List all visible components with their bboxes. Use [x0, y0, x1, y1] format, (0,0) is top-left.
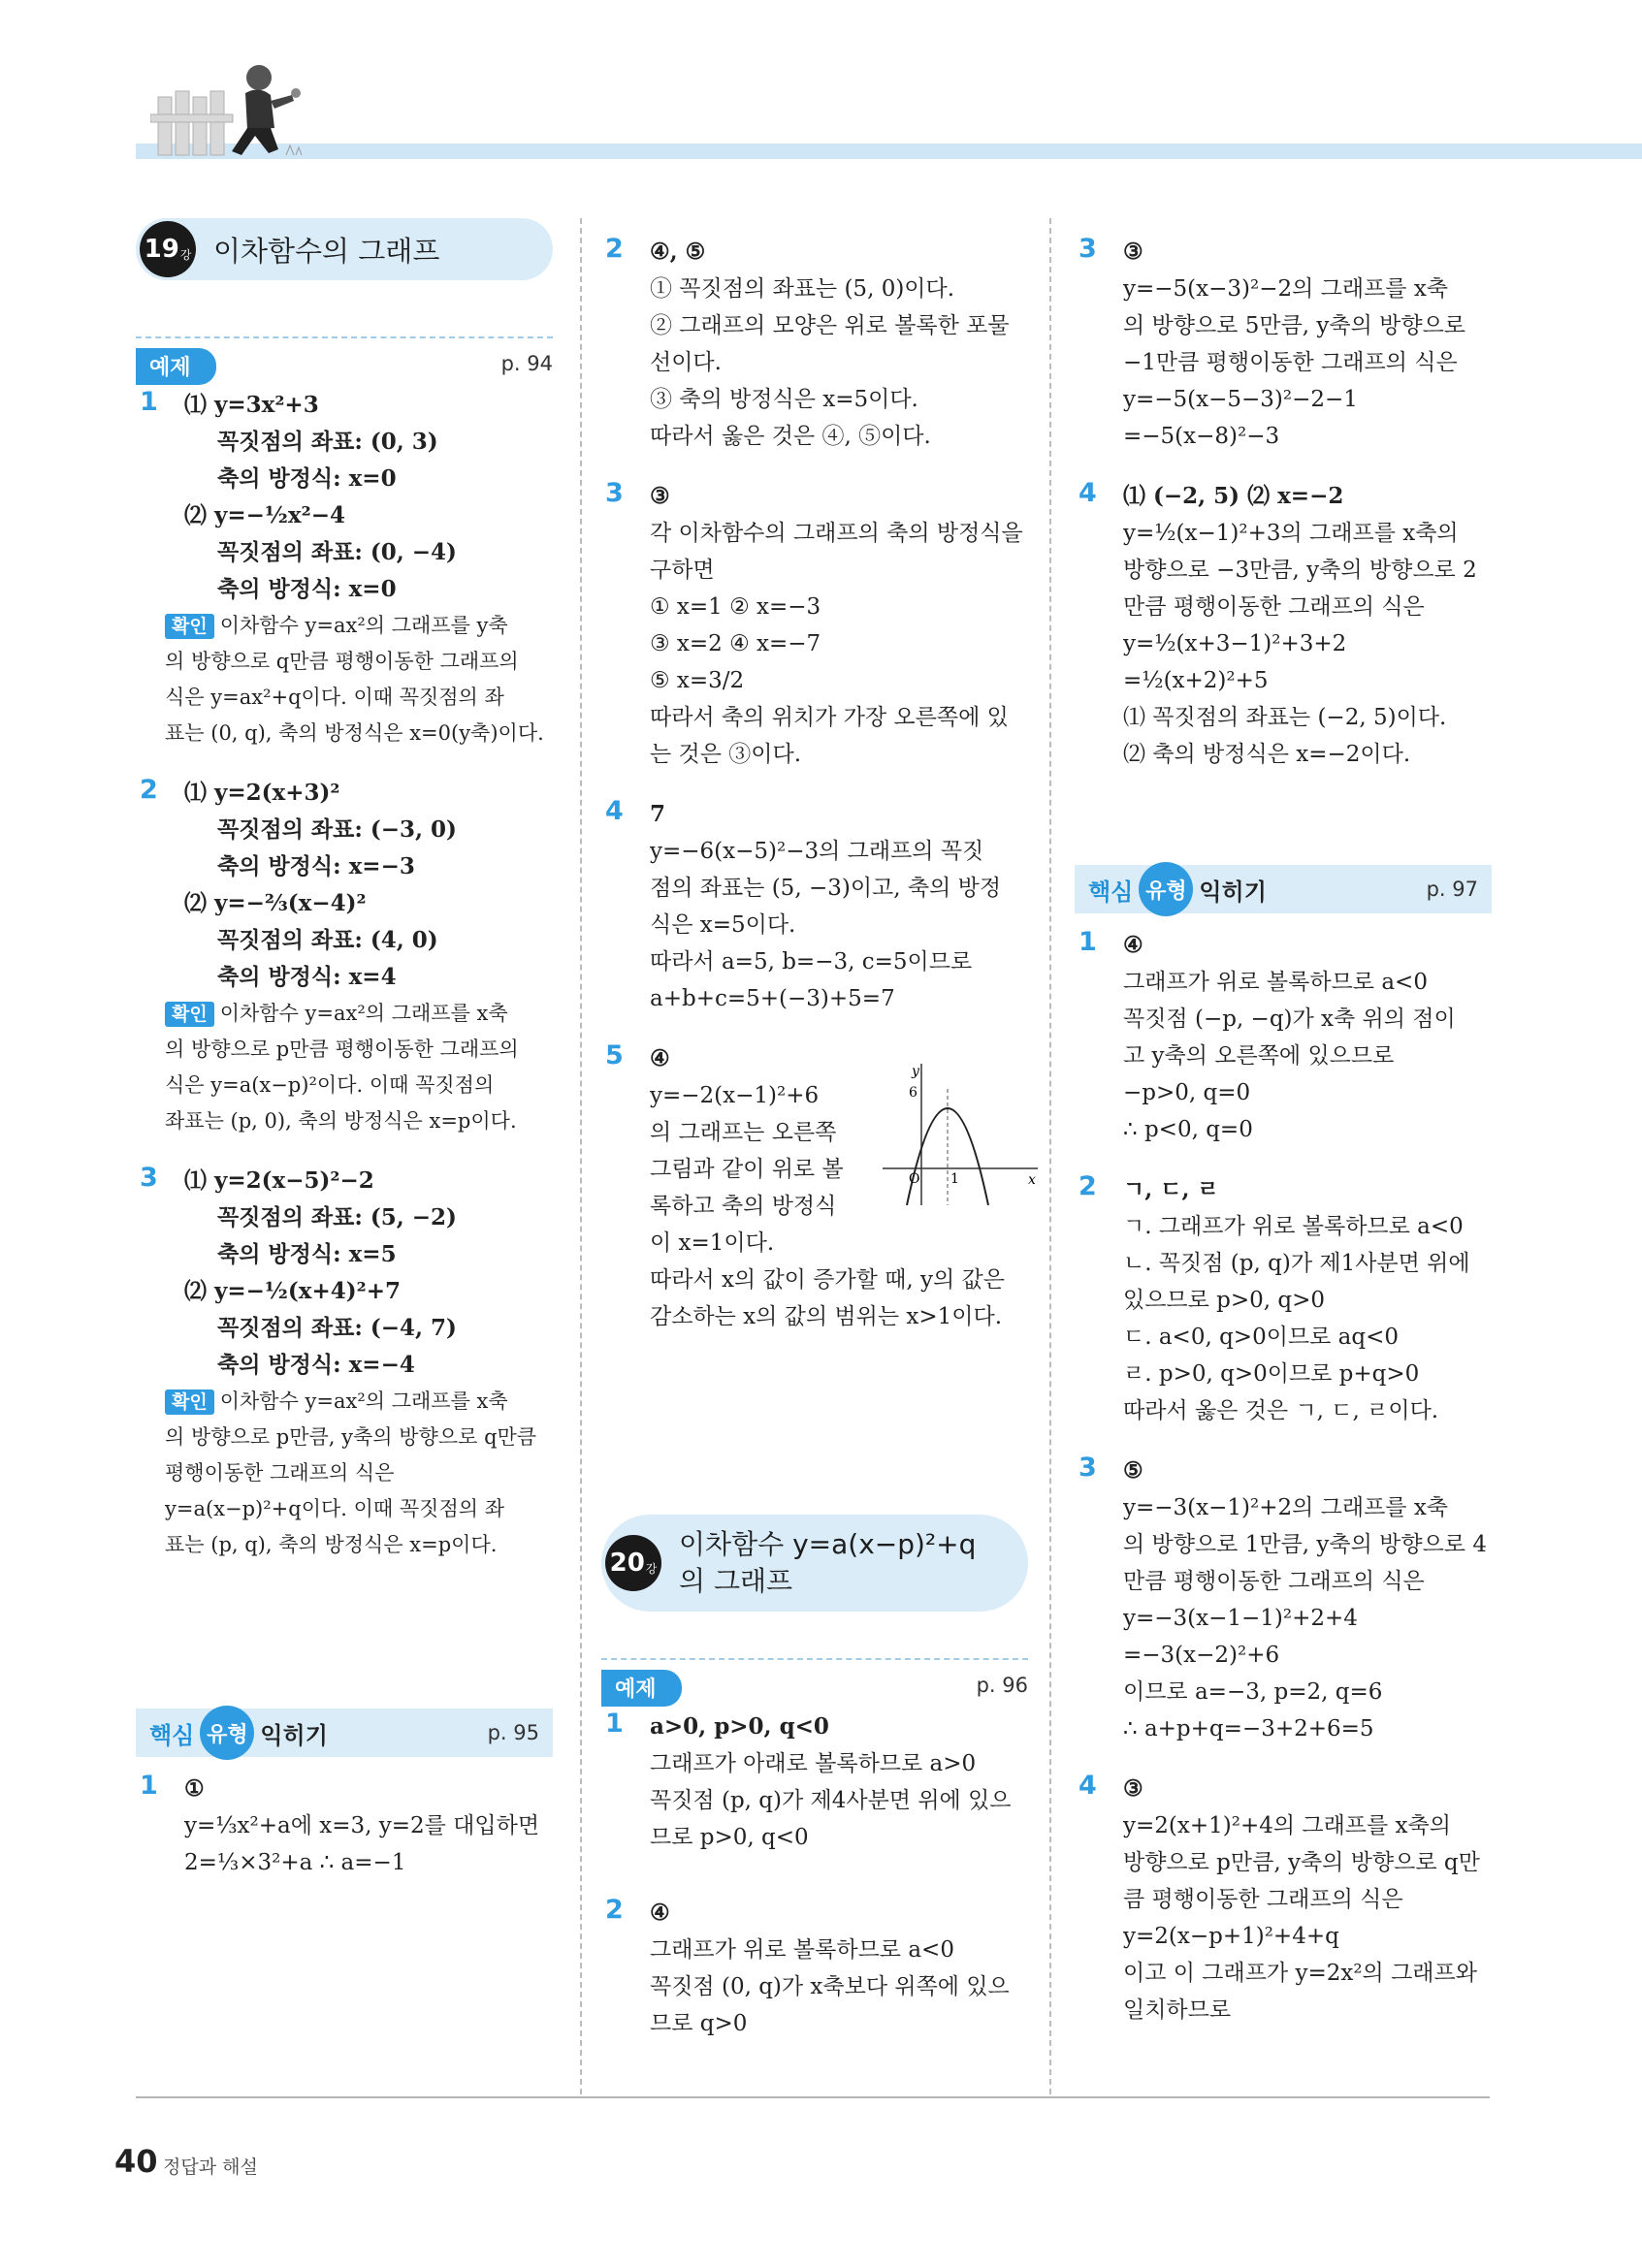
problem-item: [1075, 1171, 1492, 1429]
answer-line: 큼 평행이동한 그래프의 식은: [1123, 1887, 1403, 1912]
answer-line: 만큼 평행이동한 그래프의 식은: [1123, 594, 1425, 620]
answer-line: 따라서 x의 값이 증가할 때, y의 값은: [650, 1267, 1005, 1293]
problem-number: 2: [140, 775, 158, 805]
answer-line: y=−5(x−3)²−2의 그래프를 x축: [1123, 276, 1449, 302]
answer-line: 있으므로 p>0, q>0: [1123, 1288, 1326, 1313]
parabola-graph: [883, 1060, 1047, 1205]
column-1: [136, 218, 553, 1881]
answer-line: 꼭짓점의 좌표: (0, −4): [217, 539, 457, 565]
answer-line: ① 꼭짓점의 좌표는 (5, 0)이다.: [650, 276, 955, 302]
answer-line: 축의 방정식: x=5: [217, 1241, 397, 1267]
problem-item: [1075, 1771, 1492, 2028]
core-types-badge: 유형: [1139, 862, 1193, 916]
answer-line: 꼭짓점의 좌표: (5, −2): [217, 1204, 457, 1230]
answer-line: a>0, p>0, q<0: [650, 1713, 829, 1740]
answer-line: ⑤: [1123, 1457, 1143, 1484]
column-2: [601, 218, 1036, 2042]
check-text: 의 방향으로 q만큼 평행이동한 그래프의: [165, 650, 519, 673]
problem-number: 3: [605, 478, 624, 508]
example-problems: [601, 1709, 1028, 2042]
problem-number: 4: [605, 796, 624, 826]
answer-line: y=2(x−p+1)²+4+q: [1123, 1924, 1339, 1949]
answer-line: ①: [184, 1775, 205, 1802]
check-text: 의 방향으로 p만큼 평행이동한 그래프의: [165, 1038, 519, 1061]
check-text: 식은 y=a(x−p)²이다. 이때 꼭짓점의: [165, 1073, 495, 1097]
check-tag: 확인: [165, 1390, 214, 1415]
answer-line: 고 y축의 오른쪽에 있으므로: [1123, 1043, 1395, 1069]
answer-line: 그래프가 아래로 볼록하므로 a>0: [650, 1751, 977, 1776]
page-reference: p. 94: [500, 352, 553, 375]
answer-line: y=−3(x−1)²+2의 그래프를 x축: [1123, 1495, 1449, 1520]
problem-number: 3: [1079, 234, 1097, 264]
check-tag: 확인: [165, 614, 214, 639]
answer-line: 각 이차함수의 그래프의 축의 방정식을: [650, 521, 1023, 546]
answer-line: 따라서 옳은 것은 ④, ⑤이다.: [650, 424, 931, 449]
problem-number: 2: [605, 1895, 624, 1925]
lesson-title: 이차함수 y=a(x−p)²+q 의 그래프: [679, 1528, 977, 1597]
check-note: [165, 608, 553, 751]
answer-line: ⑴ y=3x²+3: [184, 392, 319, 418]
check-text: 식은 y=ax²+q이다. 이때 꼭짓점의 좌: [165, 686, 504, 709]
vertex-y-label: 6: [909, 1085, 918, 1101]
problem-item: [136, 1163, 553, 1563]
page-reference: p. 97: [1426, 878, 1478, 901]
answer-line: 식은 x=5이다.: [650, 912, 796, 938]
lesson-19-header: [136, 218, 553, 280]
answer-line: 축의 방정식: x=0: [217, 465, 397, 492]
answer-line: =½(x+2)²+5: [1123, 668, 1269, 693]
answer-line: 는 것은 ③이다.: [650, 742, 802, 767]
answer-line: ④: [1123, 932, 1143, 958]
answer-line: 이 x=1이다.: [650, 1230, 775, 1256]
problem-item: [1075, 927, 1492, 1148]
answer-line: 일치하므로: [1123, 1997, 1232, 2023]
problem-item: [1075, 234, 1492, 455]
answer-line: ④: [650, 1045, 670, 1071]
check-text: 의 방향으로 p만큼, y축의 방향으로 q만큼: [165, 1425, 537, 1449]
answer-line: ⑴ y=2(x−5)²−2: [184, 1167, 374, 1194]
answer-line: 축의 방정식: x=−4: [217, 1352, 415, 1378]
check-text: 평행이동한 그래프의 식은: [165, 1461, 395, 1485]
answer-line: ⑴ y=2(x+3)²: [184, 780, 340, 806]
problem-item: [1075, 478, 1492, 773]
check-text: 좌표는 (p, 0), 축의 방정식은 x=p이다.: [165, 1109, 517, 1133]
answer-line: 므로 q>0: [650, 2011, 748, 2036]
example-tag: 예제: [601, 1670, 682, 1707]
origin-label: O: [909, 1171, 920, 1187]
answer-line: y=−2(x−1)²+6: [650, 1083, 820, 1108]
page-label: 정답과 해설: [163, 2156, 258, 2178]
column-divider: [580, 218, 582, 2094]
answer-line: ⑵ y=−⅔(x−4)²: [184, 890, 367, 916]
problem-number: 4: [1079, 1771, 1097, 1801]
answer-line: =−5(x−8)²−3: [1123, 424, 1280, 449]
answer-line: 따라서 축의 위치가 가장 오른쪽에 있: [650, 705, 1009, 730]
answer-line: 따라서 옳은 것은 ㄱ, ㄷ, ㄹ이다.: [1123, 1398, 1439, 1423]
answer-line: −1만큼 평행이동한 그래프의 식은: [1123, 350, 1458, 375]
problem-item: [601, 796, 1028, 1017]
problem-item: [136, 775, 553, 1139]
answer-line: y=−6(x−5)²−3의 그래프의 꼭짓: [650, 839, 984, 864]
check-text: y=a(x−p)²+q이다. 이때 꼭짓점의 좌: [165, 1497, 504, 1520]
answer-line: ⑴ 꼭짓점의 좌표는 (−2, 5)이다.: [1123, 705, 1447, 730]
answer-line: ∴ a+p+q=−3+2+6=5: [1123, 1716, 1374, 1741]
lesson19-continued-problems: [601, 234, 1036, 1335]
core-types-badge: 유형: [200, 1706, 254, 1760]
answer-line: y=½(x−1)²+3의 그래프를 x축의: [1123, 521, 1459, 546]
page-reference: p. 95: [487, 1721, 539, 1744]
answer-line: ⑵ y=−½(x+4)²+7: [184, 1278, 402, 1304]
answer-line: ∴ p<0, q=0: [1123, 1117, 1253, 1142]
lesson20-continued-problems: [1075, 234, 1492, 773]
answer-line: ㄷ. a<0, q>0이므로 aq<0: [1123, 1325, 1400, 1350]
answer-line: 록하고 축의 방정식: [650, 1194, 837, 1219]
x-axis-label: x: [1028, 1172, 1036, 1188]
answer-line: ㄴ. 꼭짓점 (p, q)가 제1사분면 위에: [1123, 1251, 1470, 1276]
example-section-header: [601, 1658, 1028, 1702]
check-text: 표는 (p, q), 축의 방정식은 x=p이다.: [165, 1533, 498, 1556]
answer-line: 이고 이 그래프가 y=2x²의 그래프와: [1123, 1961, 1477, 1986]
problem-number: 3: [1079, 1453, 1097, 1483]
problem-number: 3: [140, 1163, 158, 1193]
answer-line: 만큼 평행이동한 그래프의 식은: [1123, 1569, 1425, 1594]
answer-line: a+b+c=5+(−3)+5=7: [650, 986, 895, 1011]
problem-number: 4: [1079, 478, 1097, 508]
check-text: 이차함수 y=ax²의 그래프를 y축: [219, 614, 508, 637]
answer-line: ② 그래프의 모양은 위로 볼록한 포물: [650, 313, 1010, 338]
answer-line: 방향으로 p만큼, y축의 방향으로 q만: [1123, 1850, 1480, 1875]
check-text: 이차함수 y=ax²의 그래프를 x축: [219, 1390, 508, 1413]
answer-line: 꼭짓점 (0, q)가 x축보다 위쪽에 있으: [650, 1974, 1010, 1999]
answer-line: 선이다.: [650, 350, 722, 375]
page-number: 40: [114, 2143, 158, 2180]
y-axis-label: y: [912, 1064, 919, 1079]
problem-item: [1075, 1453, 1492, 1747]
answer-line: y=⅓x²+a에 x=3, y=2를 대입하면: [184, 1813, 540, 1838]
answer-line: 감소하는 x의 값의 범위는 x>1이다.: [650, 1304, 1003, 1329]
example-section-header: [136, 336, 553, 380]
answer-line: y=2(x+1)²+4의 그래프를 x축의: [1123, 1813, 1451, 1838]
answer-line: 꼭짓점의 좌표: (−4, 7): [217, 1315, 457, 1341]
answer-line: 꼭짓점 (−p, −q)가 x축 위의 점이: [1123, 1006, 1456, 1032]
answer-line: y=½(x+3−1)²+3+2: [1123, 631, 1347, 656]
example-tag: 예제: [136, 348, 216, 385]
problem-number: 1: [140, 1771, 158, 1801]
check-note: [165, 1384, 553, 1563]
page-reference: p. 96: [976, 1674, 1028, 1697]
lesson-number-badge: 19 강: [140, 221, 196, 277]
gardener-fence-illustration: [150, 58, 306, 165]
answer-line: 의 그래프는 오른쪽: [650, 1120, 837, 1145]
check-text: 표는 (0, q), 축의 방정식은 x=0(y축)이다.: [165, 721, 544, 745]
answer-line: 7: [650, 801, 666, 827]
header-bar: [136, 144, 1642, 159]
problem-item: [601, 478, 1028, 773]
answer-line: 므로 p>0, q<0: [650, 1825, 809, 1850]
axis-x-label: 1: [950, 1171, 959, 1187]
answer-line: 따라서 a=5, b=−3, c=5이므로: [650, 949, 973, 974]
check-tag: 확인: [165, 1002, 214, 1027]
problem-number: 1: [1079, 927, 1097, 957]
lesson-20-header: [601, 1515, 1028, 1612]
answer-line: ③ 축의 방정식은 x=5이다.: [650, 387, 918, 412]
problem-item: [136, 387, 553, 751]
core-types-header: 핵심 유형 익히기 p. 95: [136, 1709, 553, 1757]
column-3: [1075, 218, 1492, 2028]
answer-line: ④: [650, 1900, 670, 1926]
problem-item: [601, 1895, 1028, 2042]
problem-item: [136, 1771, 553, 1881]
problem-number: 1: [140, 387, 158, 417]
answer-line: 축의 방정식: x=−3: [217, 853, 415, 879]
example-problems: [136, 387, 553, 1563]
problem-item: [601, 1709, 1028, 1856]
answer-line: y=−3(x−1−1)²+2+4: [1123, 1606, 1358, 1631]
problem-number: 2: [1079, 1171, 1097, 1201]
answer-line: 꼭짓점의 좌표: (−3, 0): [217, 816, 457, 843]
answer-line: ⑴ (−2, 5) ⑵ x=−2: [1123, 483, 1344, 509]
check-note: [165, 996, 553, 1139]
footer-divider: [136, 2096, 1490, 2098]
answer-line: −p>0, q=0: [1123, 1080, 1251, 1105]
answer-line: ③ x=2 ④ x=−7: [650, 631, 821, 656]
answer-line: 2=⅓×3²+a ∴ a=−1: [184, 1850, 406, 1875]
problem-number: 1: [605, 1709, 624, 1739]
answer-line: ③: [650, 483, 670, 509]
answer-line: ⑤ x=3/2: [650, 668, 745, 693]
answer-line: ㄱ, ㄷ, ㄹ: [1123, 1176, 1219, 1202]
answer-line: 그래프가 위로 볼록하므로 a<0: [650, 1937, 954, 1963]
answer-line: 축의 방정식: x=0: [217, 576, 397, 602]
answer-line: 축의 방정식: x=4: [217, 964, 397, 990]
answer-line: ③: [1123, 1775, 1143, 1802]
problem-number: 2: [605, 234, 624, 264]
core-types-header: 핵심 유형 익히기 p. 97: [1075, 865, 1492, 913]
answer-line: 의 방향으로 5만큼, y축의 방향으로: [1123, 313, 1466, 338]
answer-line: ㄹ. p>0, q>0이므로 p+q>0: [1123, 1361, 1420, 1387]
check-text: 이차함수 y=ax²의 그래프를 x축: [219, 1002, 508, 1025]
answer-line: 구하면: [650, 558, 715, 583]
problem-item: [601, 1040, 1036, 1335]
answer-line: ① x=1 ② x=−3: [650, 594, 821, 620]
answer-line: ⑵ y=−½x²−4: [184, 502, 345, 528]
core-problems: [1075, 927, 1492, 2028]
answer-line: =−3(x−2)²+6: [1123, 1643, 1280, 1668]
answer-line: ⑵ 축의 방정식은 x=−2이다.: [1123, 742, 1411, 767]
answer-line: 그림과 같이 위로 볼: [650, 1157, 844, 1182]
answer-line: 꼭짓점 (p, q)가 제4사분면 위에 있으: [650, 1788, 1012, 1813]
answer-line: y=−5(x−5−3)²−2−1: [1123, 387, 1358, 412]
problem-item: [601, 234, 1028, 455]
answer-line: ④, ⑤: [650, 239, 706, 265]
answer-line: ㄱ. 그래프가 위로 볼록하므로 a<0: [1123, 1214, 1464, 1239]
lesson-number-badge: 20 강: [605, 1535, 661, 1591]
answer-line: 이므로 a=−3, p=2, q=6: [1123, 1679, 1383, 1705]
answer-line: 꼭짓점의 좌표: (0, 3): [217, 429, 438, 455]
problem-number: 5: [605, 1040, 624, 1070]
answer-line: 꼭짓점의 좌표: (4, 0): [217, 927, 438, 953]
answer-line: 그래프가 위로 볼록하므로 a<0: [1123, 970, 1428, 995]
answer-line: 의 방향으로 1만큼, y축의 방향으로 4: [1123, 1532, 1487, 1557]
answer-line: 점의 좌표는 (5, −3)이고, 축의 방정: [650, 876, 1002, 901]
core-problems: [136, 1771, 553, 1881]
column-divider: [1049, 218, 1051, 2094]
lesson-title: 이차함수의 그래프: [213, 234, 440, 268]
answer-line: 방향으로 −3만큼, y축의 방향으로 2: [1123, 558, 1477, 583]
answer-line: ③: [1123, 239, 1143, 265]
